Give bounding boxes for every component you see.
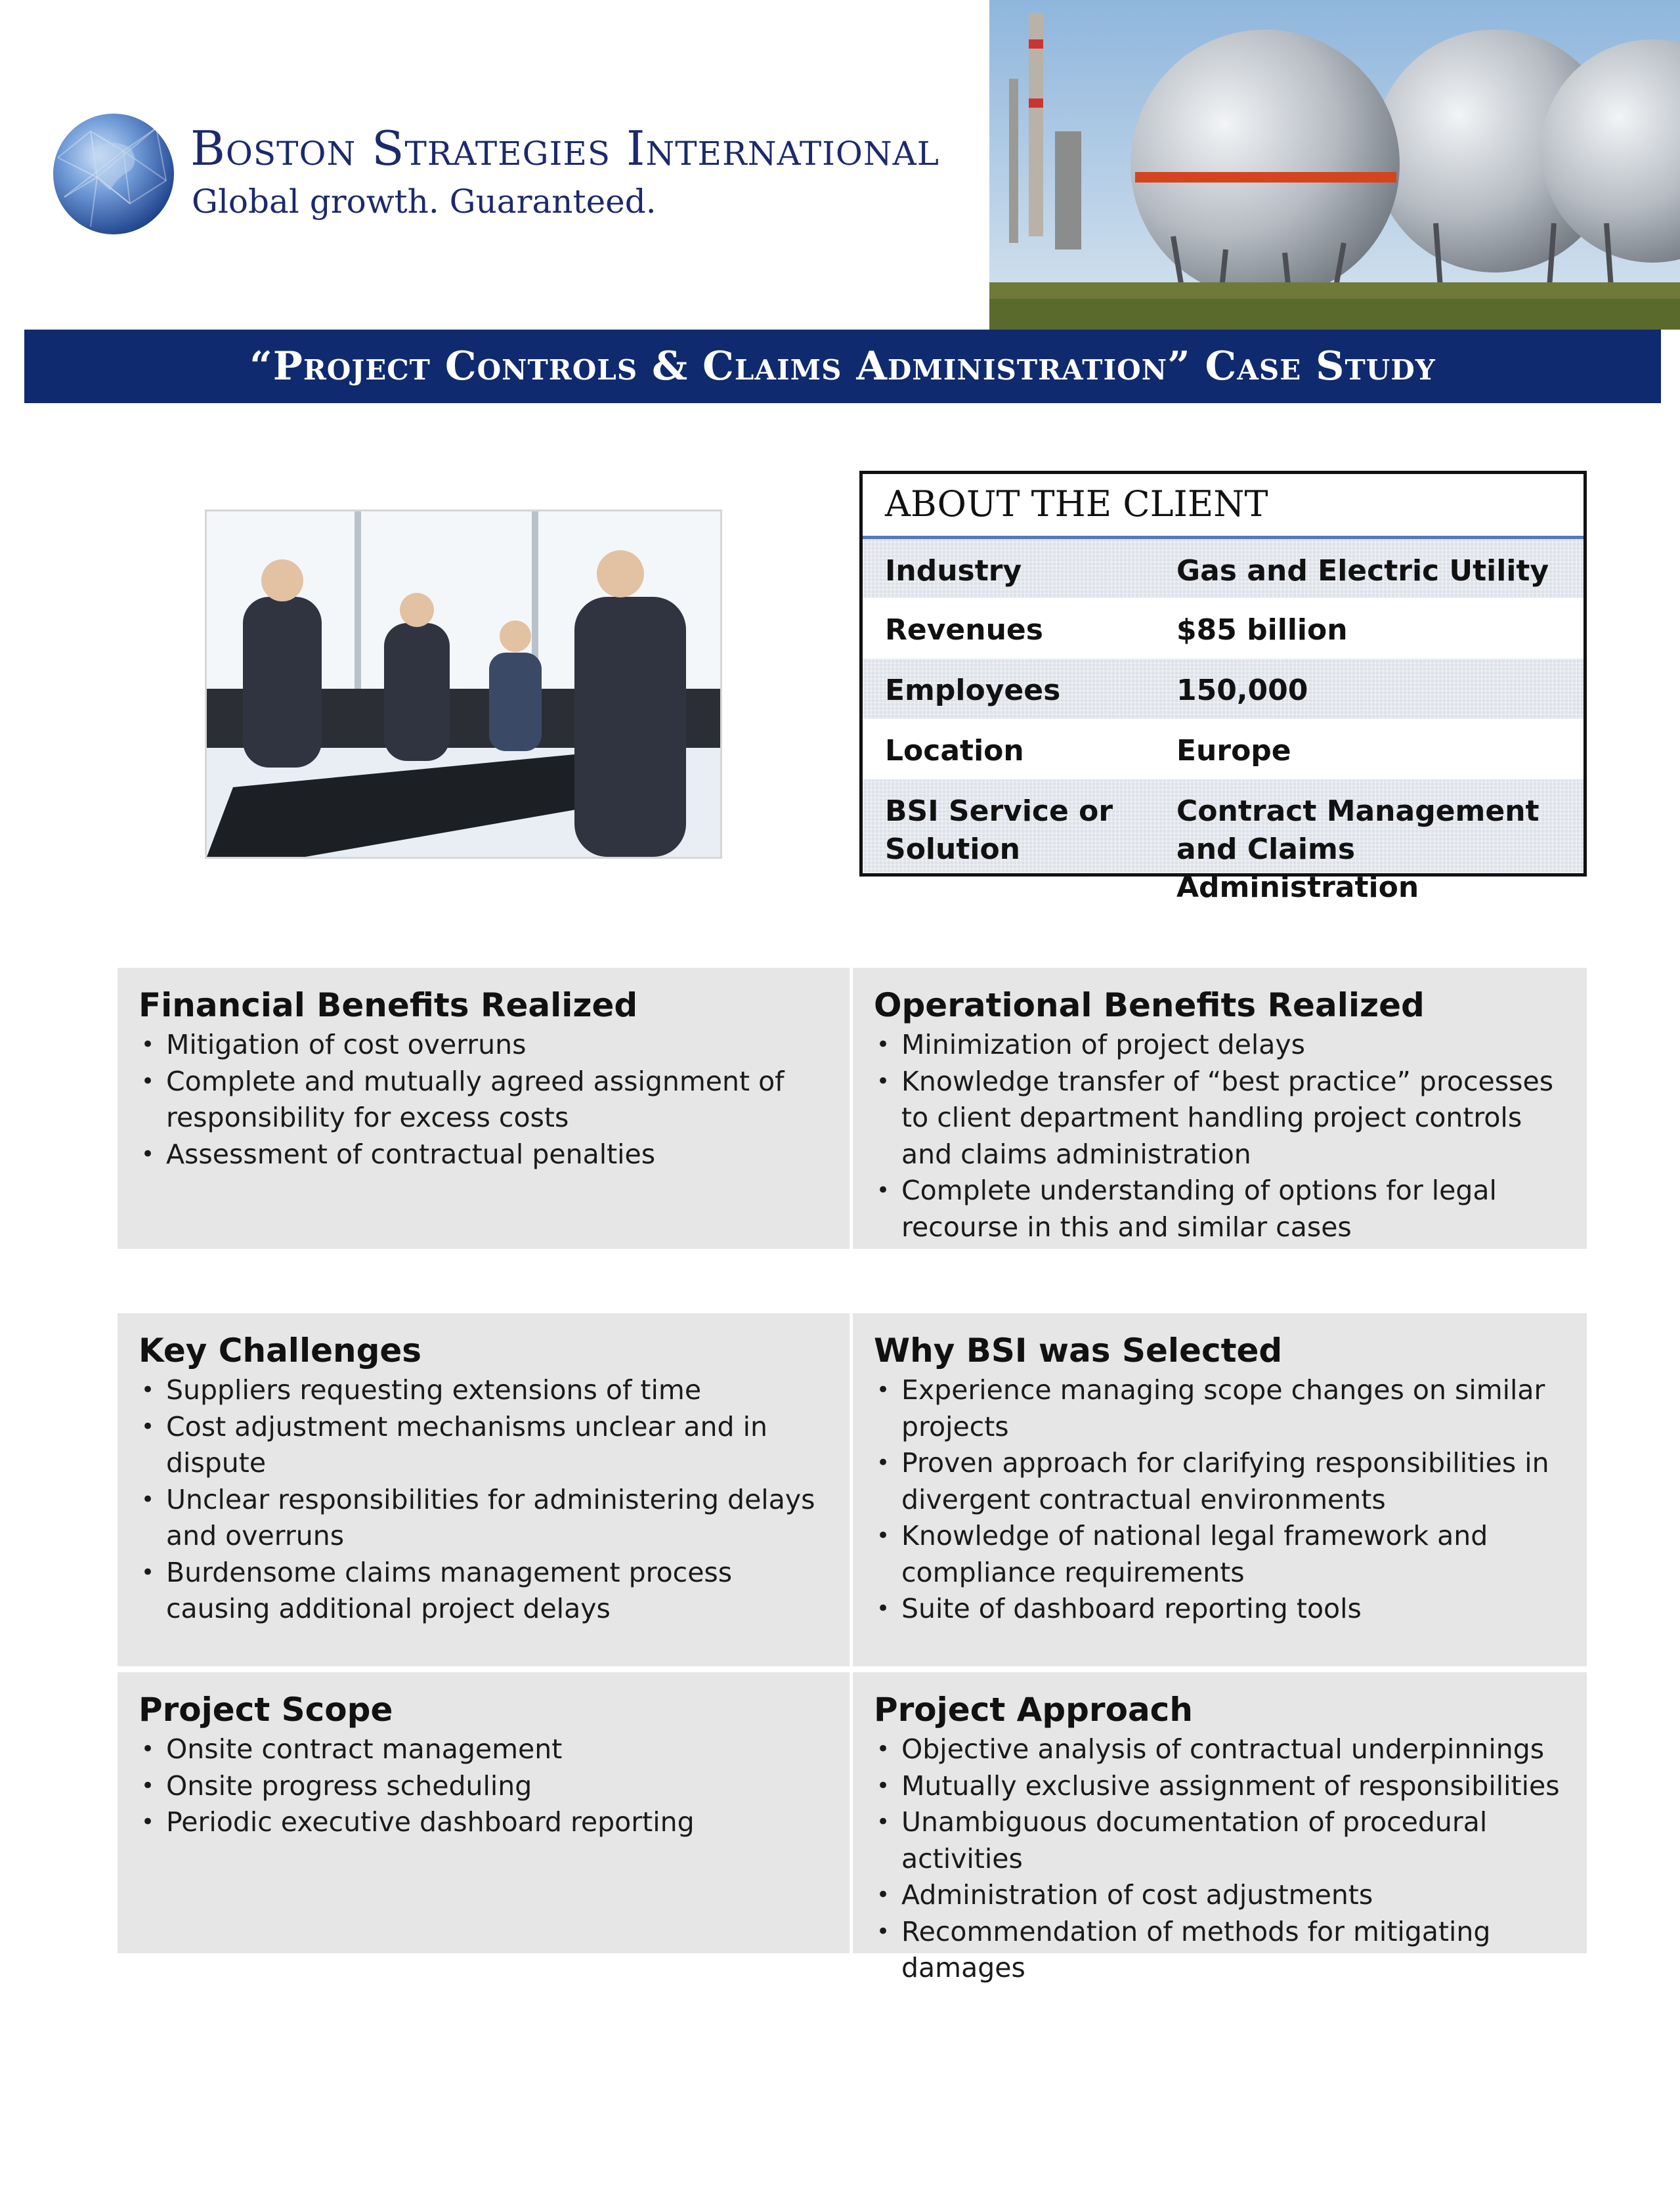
why-bsi-list xyxy=(874,1372,1567,1628)
panel-title: Financial Benefits Realized xyxy=(139,986,638,1024)
client-row-industry xyxy=(863,539,1583,598)
list-item: • Complete and mutually agreed assignment of responsibility for excess costs xyxy=(139,1064,830,1137)
refinery-photo xyxy=(989,0,1680,330)
list-item: • Cost adjustment mechanisms unclear and in dispute xyxy=(139,1409,830,1482)
list-item: • Experience managing scope changes on similar projects xyxy=(874,1372,1567,1445)
company-logo xyxy=(51,105,944,249)
bullet-icon: • xyxy=(141,1031,155,1058)
bullet-icon: • xyxy=(141,1736,155,1762)
project-approach-list xyxy=(874,1731,1567,1987)
list-item: • Recommendation of methods for mitigating damages xyxy=(874,1914,1567,1987)
about-client-heading: ABOUT THE CLIENT xyxy=(863,474,1583,539)
list-item: • Onsite contract management xyxy=(139,1731,830,1768)
panel-title: Key Challenges xyxy=(139,1332,422,1370)
list-item: • Knowledge transfer of “best practice” processes to client department handling project controls and claims administration xyxy=(874,1064,1567,1173)
bullet-icon: • xyxy=(876,1031,890,1058)
list-item: • Administration of cost adjustments xyxy=(874,1877,1567,1914)
bullet-icon: • xyxy=(876,1450,890,1476)
page-title: “Project Controls & Claims Administration” Case Study xyxy=(249,343,1436,389)
list-item: • Unclear responsibilities for administering delays and overruns xyxy=(139,1482,830,1555)
why-bsi-panel xyxy=(853,1313,1587,1666)
bullet-icon: • xyxy=(876,1068,890,1094)
financial-benefits-list xyxy=(139,1027,830,1173)
list-item: • Objective analysis of contractual underpinnings xyxy=(874,1731,1567,1768)
about-client-table xyxy=(859,471,1587,904)
bullet-icon: • xyxy=(876,1918,890,1945)
bullet-icon: • xyxy=(876,1772,890,1799)
project-scope-panel xyxy=(118,1672,850,1953)
client-row-location xyxy=(863,719,1583,779)
bullet-icon: • xyxy=(141,1809,155,1835)
client-row-revenues xyxy=(863,598,1583,659)
key-challenges-panel xyxy=(118,1313,850,1666)
key-challenges-list xyxy=(139,1372,830,1628)
client-label: BSI Service or Solution xyxy=(885,794,1113,866)
bullet-icon: • xyxy=(141,1377,155,1403)
client-value: Gas and Electric Utility xyxy=(1176,554,1549,588)
list-item: • Mitigation of cost overruns xyxy=(139,1027,830,1064)
tagline: Global growth. Guaranteed. xyxy=(192,183,657,221)
client-row-employees xyxy=(863,659,1583,719)
project-scope-list xyxy=(139,1731,830,1841)
client-label: Industry xyxy=(885,554,1022,588)
list-item: • Unambiguous documentation of procedural activities xyxy=(874,1804,1567,1877)
list-item: • Onsite progress scheduling xyxy=(139,1768,830,1805)
list-item: • Assessment of contractual penalties xyxy=(139,1137,830,1173)
client-value: Contract Management and Claims Administration xyxy=(1176,794,1540,904)
bullet-icon: • xyxy=(876,1595,890,1622)
list-item: • Proven approach for clarifying responsibilities in divergent contractual environments xyxy=(874,1445,1567,1518)
bullet-icon: • xyxy=(876,1882,890,1908)
list-item: • Suite of dashboard reporting tools xyxy=(874,1591,1567,1628)
list-item: • Knowledge of national legal framework and compliance requirements xyxy=(874,1518,1567,1591)
bullet-icon: • xyxy=(876,1809,890,1835)
bullet-icon: • xyxy=(141,1140,155,1167)
bullet-icon: • xyxy=(141,1068,155,1094)
panel-title: Operational Benefits Realized xyxy=(874,986,1425,1024)
list-item: • Mutually exclusive assignment of responsibilities xyxy=(874,1768,1567,1805)
list-item: • Burdensome claims management process causing additional project delays xyxy=(139,1555,830,1628)
panel-title: Project Scope xyxy=(139,1691,393,1729)
bullet-icon: • xyxy=(876,1736,890,1762)
operational-benefits-panel xyxy=(853,968,1587,1249)
bullet-icon: • xyxy=(141,1413,155,1440)
operational-benefits-list xyxy=(874,1027,1567,1246)
list-item: • Minimization of project delays xyxy=(874,1027,1567,1064)
panel-title: Project Approach xyxy=(874,1691,1193,1729)
project-approach-panel xyxy=(853,1672,1587,1983)
bullet-icon: • xyxy=(876,1377,890,1403)
bullet-icon: • xyxy=(141,1559,155,1586)
client-value: 150,000 xyxy=(1176,674,1308,707)
client-value: $85 billion xyxy=(1176,613,1348,647)
bullet-icon: • xyxy=(141,1772,155,1799)
client-row-service xyxy=(863,779,1583,904)
list-item: • Suppliers requesting extensions of time xyxy=(139,1372,830,1409)
bullet-icon: • xyxy=(141,1486,155,1513)
client-value: Europe xyxy=(1176,734,1291,768)
client-label: Employees xyxy=(885,674,1061,707)
bullet-icon: • xyxy=(876,1177,890,1203)
financial-benefits-panel xyxy=(118,968,850,1249)
list-item: • Complete understanding of options for legal recourse in this and similar cases xyxy=(874,1173,1567,1246)
client-label: Revenues xyxy=(885,613,1043,647)
bullet-icon: • xyxy=(876,1523,890,1549)
title-banner xyxy=(24,330,1661,403)
list-item: • Periodic executive dashboard reporting xyxy=(139,1804,830,1841)
client-label: Location xyxy=(885,734,1024,768)
panel-title: Why BSI was Selected xyxy=(874,1332,1283,1370)
meeting-photo xyxy=(205,509,722,859)
company-name: Boston Strategies International xyxy=(190,121,939,176)
globe-icon xyxy=(51,112,176,236)
